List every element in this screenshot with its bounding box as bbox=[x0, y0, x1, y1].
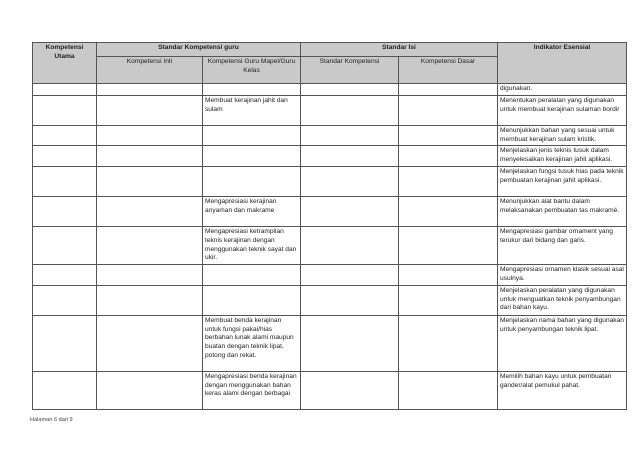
guru-cell: Mengapresiasi ketrampilan teknis kerajinan dengan menggunakan teknik sayat dan ukir. bbox=[203, 226, 301, 264]
table-row bbox=[33, 196, 627, 226]
indikator-cell: digunakan. bbox=[498, 84, 627, 96]
table-row bbox=[33, 84, 627, 96]
indikator-cell: Menjelaskan fungsi tusuk hias pada teknik pembuatan kerajinan jahit aplikasi. bbox=[498, 166, 627, 196]
indikator-cell: Menunjukkan alat bantu dalam melaksanakan pembuatan tas makramé. bbox=[498, 196, 627, 226]
guru-cell: Mengapresiasi benda kerajinan dengan menggunakan bahan keras alami dengan berbagai bbox=[203, 371, 301, 409]
guru-cell bbox=[203, 125, 301, 146]
guru-cell bbox=[203, 265, 301, 286]
indikator-cell: Menunjukkan bahan yang sesuai untuk membuat kerajinan sulam kristik. bbox=[498, 125, 627, 146]
header-kompetensi-inti: Kompetensi Inti bbox=[97, 57, 203, 84]
table-row bbox=[33, 166, 627, 196]
guru-cell bbox=[203, 285, 301, 315]
indikator-cell: Mengapresiasi ornamen klasik sesuai asal usulnya. bbox=[498, 265, 627, 286]
guru-cell: Membuat benda kerajinan untuk fungsi pakai/hias berbahan lunak alami maupun buatan dengan teknik lipat, potong dan rekat. bbox=[203, 315, 301, 371]
table-row bbox=[33, 265, 627, 286]
table-row bbox=[33, 315, 627, 371]
header-kompetensi-utama: Kompetensi Utama bbox=[33, 43, 97, 84]
indikator-cell: Menentukan peralatan yang digunakan untuk membuat kerajinan sulaman bordir bbox=[498, 95, 627, 125]
guru-cell bbox=[203, 166, 301, 196]
table-row bbox=[33, 125, 627, 146]
guru-cell bbox=[203, 84, 301, 96]
indikator-cell: Mengapresiasi gambar ornament yang terukur dari bidang dan garis. bbox=[498, 226, 627, 264]
header-kompetensi-dasar: Kompetensi Dasar bbox=[399, 57, 498, 84]
header-standar-isi: Standar Isi bbox=[301, 43, 498, 57]
indikator-cell: Menjelaskan peralatan yang digunakan untuk menguatkan teknik penyambungan dari bahan kayu. bbox=[498, 285, 627, 315]
table-row bbox=[33, 226, 627, 264]
guru-cell: Mengapresiasi kerajinan anyaman dan makrame bbox=[203, 196, 301, 226]
page-footer: Halaman 6 dari 9 bbox=[30, 417, 73, 423]
table-row bbox=[33, 285, 627, 315]
guru-cell bbox=[203, 146, 301, 167]
indikator-cell: Menjelaskan jenis teknis tusuk dalam menyelesaikan kerajinan jahit aplikasi. bbox=[498, 146, 627, 167]
competency-table bbox=[32, 42, 627, 410]
header-kompetensi-guru-mapel: Kompetensi Guru Mapel/Guru Kelas bbox=[203, 57, 301, 84]
guru-cell: Membuat kerajinan jahit dan sulam bbox=[203, 95, 301, 125]
header-standar-kompetensi-guru: Standar Kompetensi guru bbox=[97, 43, 301, 57]
indikator-cell: Memilih bahan kayu untuk pembuatan gander/alat pemukul pahat. bbox=[498, 371, 627, 409]
table-row bbox=[33, 146, 627, 167]
table-row bbox=[33, 371, 627, 409]
indikator-cell: Menjelaskan nama bahan yang digunakan untuk penyambungan teknik lipat. bbox=[498, 315, 627, 371]
header-indikator-esensial: Indikator Esensial bbox=[498, 43, 627, 84]
table-row bbox=[33, 95, 627, 125]
header-standar-kompetensi: Standar Kompetensi bbox=[301, 57, 399, 84]
